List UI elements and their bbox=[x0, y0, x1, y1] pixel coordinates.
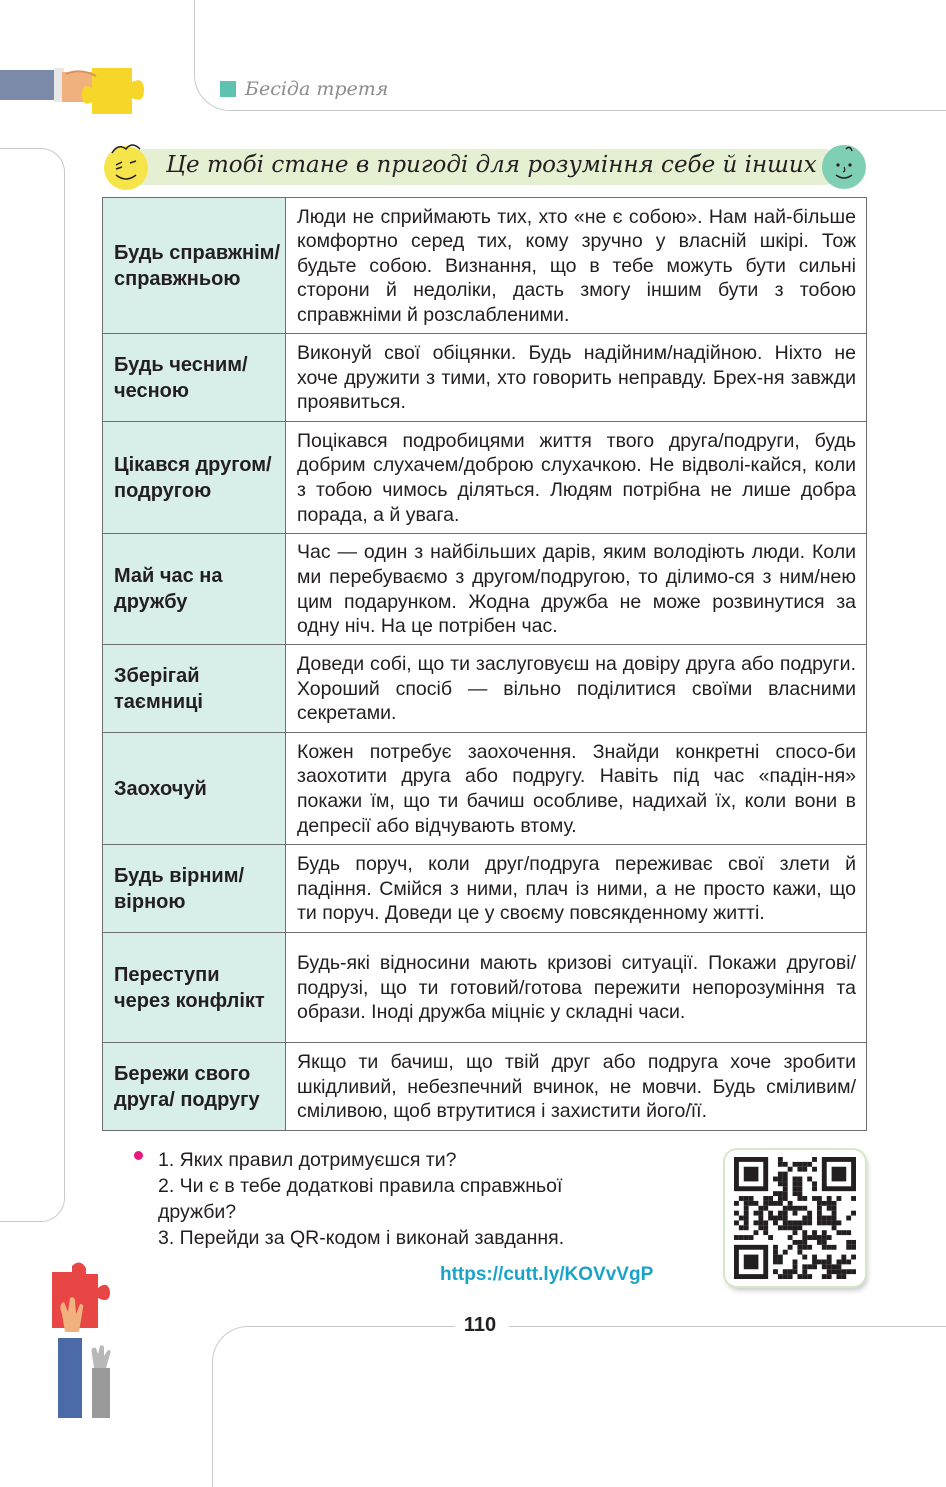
qr-module bbox=[832, 1269, 837, 1274]
qr-module bbox=[802, 1167, 807, 1172]
smiley-face-icon bbox=[818, 143, 868, 191]
qr-module bbox=[832, 1264, 837, 1269]
qr-module bbox=[773, 1255, 778, 1260]
qr-module bbox=[832, 1211, 837, 1216]
qr-module bbox=[832, 1220, 837, 1225]
qr-module bbox=[783, 1216, 788, 1221]
qr-module bbox=[783, 1220, 788, 1225]
qr-module bbox=[793, 1230, 798, 1235]
qr-module bbox=[827, 1255, 832, 1260]
qr-module bbox=[763, 1196, 768, 1201]
rule-description: Поцікався подробицями життя твого друга/подруги, будь добрим слухачем/доброю слухачкою. Не відволі-кайся, коли з тобою чимось діляться. Людям потрібна не лише добра порада, а й увага. bbox=[286, 422, 867, 534]
qr-module bbox=[807, 1220, 812, 1225]
qr-module bbox=[739, 1196, 744, 1201]
question-2: 2. Чи є в тебе додаткові правила справжньої дружби? bbox=[158, 1175, 563, 1223]
qr-module bbox=[734, 1235, 739, 1240]
qr-module bbox=[758, 1220, 763, 1225]
qr-module bbox=[836, 1196, 841, 1201]
qr-module bbox=[846, 1245, 851, 1250]
qr-module bbox=[778, 1216, 783, 1221]
qr-module bbox=[763, 1220, 768, 1225]
rule-description: Якщо ти бачиш, що твій друг або подруга хоче зробити шкідливий, небезпечний вчинок, не мовчи. Будь сміливим/сміливою, щоб втрутитися і захистити його/її. bbox=[286, 1043, 867, 1131]
qr-module bbox=[797, 1250, 802, 1255]
qr-module bbox=[846, 1230, 851, 1235]
qr-module bbox=[744, 1225, 749, 1230]
qr-module bbox=[778, 1177, 783, 1182]
qr-module bbox=[836, 1259, 841, 1264]
rule-description: Доведи собі, що ти заслуговуєш на довіру друга або подруги. Хороший спосіб — вільно поділитися своїми власними секретами. bbox=[286, 645, 867, 733]
qr-module bbox=[734, 1201, 739, 1206]
table-row bbox=[103, 1043, 867, 1131]
qr-module bbox=[841, 1230, 846, 1235]
qr-module bbox=[802, 1235, 807, 1240]
section-title: Бесіда третя bbox=[245, 78, 389, 100]
qr-module bbox=[783, 1225, 788, 1230]
qr-module bbox=[797, 1196, 802, 1201]
table-row bbox=[103, 198, 867, 334]
qr-module bbox=[778, 1211, 783, 1216]
qr-module bbox=[783, 1162, 788, 1167]
qr-module bbox=[817, 1235, 822, 1240]
qr-module bbox=[773, 1216, 778, 1221]
qr-module bbox=[749, 1196, 754, 1201]
raised-hands-icon bbox=[40, 1262, 130, 1418]
rule-description: Будь поруч, коли друг/подруга переживає свої злети й падіння. Смійся з ними, плач із ними, а не просто кажи, що ти поруч. Доведи це у своєму повсякденному житті. bbox=[286, 845, 867, 933]
qr-module bbox=[739, 1225, 744, 1230]
qr-module bbox=[797, 1167, 802, 1172]
qr-module bbox=[783, 1274, 788, 1279]
qr-module bbox=[817, 1201, 822, 1206]
qr-module bbox=[783, 1172, 788, 1177]
qr-module bbox=[783, 1196, 788, 1201]
qr-module bbox=[793, 1206, 798, 1211]
qr-module bbox=[846, 1240, 851, 1245]
qr-module bbox=[793, 1225, 798, 1230]
qr-module bbox=[797, 1274, 802, 1279]
qr-module bbox=[778, 1196, 783, 1201]
qr-module bbox=[802, 1162, 807, 1167]
qr-module bbox=[744, 1201, 749, 1206]
qr-module bbox=[827, 1216, 832, 1221]
qr-module bbox=[734, 1220, 739, 1225]
qr-module bbox=[773, 1201, 778, 1206]
qr-module bbox=[841, 1269, 846, 1274]
qr-module bbox=[812, 1186, 817, 1191]
qr-module bbox=[793, 1181, 798, 1186]
qr-module bbox=[763, 1230, 768, 1235]
puzzle-hand-icon bbox=[0, 62, 160, 118]
qr-module bbox=[846, 1216, 851, 1221]
rules-table bbox=[102, 197, 867, 1131]
qr-module bbox=[827, 1235, 832, 1240]
qr-module bbox=[836, 1264, 841, 1269]
qr-module bbox=[797, 1191, 802, 1196]
teal-square-icon bbox=[220, 81, 236, 97]
qr-module bbox=[754, 1211, 759, 1216]
qr-module bbox=[802, 1206, 807, 1211]
qr-module bbox=[788, 1245, 793, 1250]
qr-module bbox=[783, 1181, 788, 1186]
qr-module bbox=[817, 1220, 822, 1225]
qr-module bbox=[778, 1201, 783, 1206]
qr-module bbox=[793, 1240, 798, 1245]
qr-module bbox=[758, 1225, 763, 1230]
qr-module bbox=[768, 1216, 773, 1221]
table-row bbox=[103, 733, 867, 845]
qr-module bbox=[802, 1269, 807, 1274]
qr-module bbox=[841, 1259, 846, 1264]
qr-module bbox=[773, 1259, 778, 1264]
qr-module bbox=[827, 1201, 832, 1206]
qr-module bbox=[793, 1191, 798, 1196]
qr-module bbox=[773, 1250, 778, 1255]
qr-code[interactable] bbox=[725, 1150, 865, 1286]
qr-module bbox=[807, 1162, 812, 1167]
qr-module bbox=[778, 1157, 783, 1162]
qr-module bbox=[807, 1177, 812, 1182]
rule-description: Кожен потребує заохочення. Знайди конкретні спосо-би заохотити друга або подругу. Навіть під час «падін-ня» покажи їм, що ти бачиш особливе, надихай їх, коли вони в депресії або відчувають втому. bbox=[286, 733, 867, 845]
qr-module bbox=[793, 1264, 798, 1269]
qr-module bbox=[802, 1274, 807, 1279]
qr-module bbox=[783, 1269, 788, 1274]
qr-module bbox=[817, 1259, 822, 1264]
qr-module bbox=[817, 1216, 822, 1221]
question-1: 1. Яких правил дотримуєшся ти? bbox=[158, 1149, 457, 1171]
qr-module bbox=[817, 1240, 822, 1245]
table-row bbox=[103, 933, 867, 1043]
rule-description: Люди не сприймають тих, хто «не є собою». Нам най-більше комфортно серед тих, кому зручно у власній шкірі. Тож будьте собою. Визнання, що в тебе можуть бути сильні сторони й недоліки, дасть змогу іншим бути з тобою справжніми й розслабленими. bbox=[286, 198, 867, 334]
qr-module bbox=[763, 1206, 768, 1211]
qr-module bbox=[807, 1235, 812, 1240]
qr-module bbox=[812, 1259, 817, 1264]
qr-module bbox=[783, 1177, 788, 1182]
qr-module bbox=[827, 1259, 832, 1264]
qr-module bbox=[832, 1216, 837, 1221]
qr-module bbox=[802, 1220, 807, 1225]
qr-module bbox=[807, 1274, 812, 1279]
rule-name: Будь чесним/ чесною bbox=[103, 334, 286, 422]
table-row bbox=[103, 422, 867, 534]
qr-module bbox=[773, 1220, 778, 1225]
qr-module bbox=[827, 1220, 832, 1225]
qr-module bbox=[749, 1235, 754, 1240]
qr-module bbox=[797, 1181, 802, 1186]
qr-module bbox=[778, 1225, 783, 1230]
qr-module bbox=[807, 1216, 812, 1221]
qr-module bbox=[851, 1255, 856, 1260]
qr-module bbox=[754, 1220, 759, 1225]
qr-module bbox=[739, 1235, 744, 1240]
qr-module bbox=[812, 1167, 817, 1172]
rule-description: Будь-які відносини мають кризові ситуації. Покажи другові/подрузі, що ти готовий/готова пережити непорозуміння та образи. Іноді дружба міцніє у складні часи. bbox=[286, 933, 867, 1043]
qr-module bbox=[802, 1245, 807, 1250]
qr-module bbox=[812, 1181, 817, 1186]
qr-module bbox=[793, 1186, 798, 1191]
qr-module bbox=[754, 1201, 759, 1206]
bottom-frame-line bbox=[212, 1326, 946, 1487]
qr-module bbox=[802, 1240, 807, 1245]
qr-module bbox=[768, 1211, 773, 1216]
qr-module bbox=[778, 1274, 783, 1279]
qr-module bbox=[822, 1259, 827, 1264]
qr-module bbox=[778, 1162, 783, 1167]
qr-module bbox=[827, 1269, 832, 1274]
qr-module bbox=[797, 1206, 802, 1211]
qr-module bbox=[773, 1245, 778, 1250]
qr-module bbox=[827, 1245, 832, 1250]
page-number: 110 bbox=[463, 1314, 497, 1336]
qr-module bbox=[744, 1167, 759, 1182]
qr-module bbox=[832, 1225, 837, 1230]
table-row bbox=[103, 645, 867, 733]
qr-module bbox=[744, 1211, 749, 1216]
qr-code-pattern bbox=[734, 1157, 856, 1279]
qr-module bbox=[807, 1264, 812, 1269]
qr-module bbox=[851, 1196, 856, 1201]
qr-module bbox=[832, 1167, 847, 1182]
qr-module bbox=[841, 1255, 846, 1260]
qr-module bbox=[797, 1225, 802, 1230]
rule-description: Виконуй свої обіцянки. Будь надійним/надійною. Ніхто не хоче дружити з тими, хто говорить неправду. Брех-ня завжди проявиться. bbox=[286, 334, 867, 422]
qr-module bbox=[802, 1216, 807, 1221]
table-row bbox=[103, 334, 867, 422]
qr-module bbox=[836, 1230, 841, 1235]
qr-module bbox=[822, 1264, 827, 1269]
qr-module bbox=[822, 1274, 827, 1279]
qr-module bbox=[793, 1177, 798, 1182]
qr-module bbox=[827, 1196, 832, 1201]
banner bbox=[102, 143, 867, 191]
qr-module bbox=[832, 1201, 837, 1206]
rule-name: Цікався другом/ подругою bbox=[103, 422, 286, 534]
qr-module bbox=[793, 1269, 798, 1274]
qr-module bbox=[807, 1245, 812, 1250]
qr-module bbox=[812, 1157, 817, 1162]
qr-module bbox=[822, 1216, 827, 1221]
qr-module bbox=[802, 1230, 807, 1235]
qr-module bbox=[797, 1162, 802, 1167]
qr-module bbox=[783, 1211, 788, 1216]
qr-module bbox=[783, 1206, 788, 1211]
qr-module bbox=[763, 1225, 768, 1230]
qr-module bbox=[827, 1274, 832, 1279]
qr-module bbox=[758, 1211, 763, 1216]
question-3: 3. Перейди за QR-кодом і виконай завдання. bbox=[158, 1227, 565, 1249]
banner-title: Це тобі стане в пригоді для розуміння себе й інших bbox=[166, 152, 817, 178]
qr-module bbox=[778, 1191, 783, 1196]
qr-module bbox=[812, 1230, 817, 1235]
qr-module bbox=[836, 1269, 841, 1274]
qr-link[interactable]: https://cutt.ly/KOVvVgP bbox=[440, 1264, 654, 1285]
qr-module bbox=[822, 1201, 827, 1206]
qr-module bbox=[841, 1274, 846, 1279]
qr-module bbox=[744, 1235, 749, 1240]
qr-module bbox=[822, 1230, 827, 1235]
qr-module bbox=[812, 1264, 817, 1269]
qr-module bbox=[754, 1230, 759, 1235]
qr-module bbox=[832, 1245, 837, 1250]
qr-module bbox=[758, 1216, 763, 1221]
qr-module bbox=[783, 1250, 788, 1255]
section-tag bbox=[220, 78, 388, 100]
table-row bbox=[103, 534, 867, 645]
qr-module bbox=[778, 1255, 783, 1260]
qr-module bbox=[797, 1186, 802, 1191]
qr-module bbox=[763, 1201, 768, 1206]
qr-module bbox=[851, 1245, 856, 1250]
qr-module bbox=[817, 1206, 822, 1211]
qr-module bbox=[793, 1211, 798, 1216]
rule-name: Будь вірним/ вірною bbox=[103, 845, 286, 933]
left-frame-line bbox=[0, 148, 65, 1222]
qr-module bbox=[797, 1245, 802, 1250]
qr-module bbox=[797, 1240, 802, 1245]
qr-module bbox=[768, 1235, 773, 1240]
qr-module bbox=[827, 1206, 832, 1211]
rule-name: Заохочуй bbox=[103, 733, 286, 845]
qr-module bbox=[851, 1269, 856, 1274]
qr-module bbox=[744, 1255, 759, 1270]
qr-module bbox=[768, 1196, 773, 1201]
qr-module bbox=[788, 1220, 793, 1225]
qr-module bbox=[822, 1240, 827, 1245]
qr-module bbox=[846, 1269, 851, 1274]
qr-module bbox=[788, 1201, 793, 1206]
qr-module bbox=[773, 1177, 778, 1182]
qr-module bbox=[773, 1269, 778, 1274]
qr-module bbox=[812, 1255, 817, 1260]
qr-module bbox=[788, 1167, 793, 1172]
rule-name: Май час на дружбу bbox=[103, 534, 286, 645]
qr-module bbox=[836, 1220, 841, 1225]
rule-name: Зберігай таємниці bbox=[103, 645, 286, 733]
qr-module bbox=[783, 1186, 788, 1191]
rule-description: Час — один з найбільших дарів, яким володіють люди. Коли ми перебуваємо з другом/подругою, то ділимо-ся з ним/нею цим подарунком. Жодна дружба не може розвинутися за одну ніч. На це потрібен час. bbox=[286, 534, 867, 645]
qr-module bbox=[802, 1196, 807, 1201]
qr-module bbox=[846, 1259, 851, 1264]
qr-module bbox=[822, 1245, 827, 1250]
qr-module bbox=[788, 1269, 793, 1274]
rule-name: Будь справжнім/ справжньою bbox=[103, 198, 286, 334]
qr-module bbox=[812, 1196, 817, 1201]
qr-module bbox=[734, 1211, 739, 1216]
qr-module bbox=[773, 1191, 778, 1196]
qr-module bbox=[802, 1255, 807, 1260]
qr-module bbox=[778, 1181, 783, 1186]
qr-module bbox=[851, 1240, 856, 1245]
qr-module bbox=[744, 1216, 749, 1221]
qr-module bbox=[817, 1196, 822, 1201]
qr-module bbox=[797, 1177, 802, 1182]
qr-module bbox=[744, 1206, 749, 1211]
qr-module bbox=[832, 1206, 837, 1211]
qr-module bbox=[802, 1264, 807, 1269]
qr-module bbox=[822, 1235, 827, 1240]
qr-module bbox=[788, 1206, 793, 1211]
qr-module bbox=[778, 1172, 783, 1177]
qr-module bbox=[744, 1220, 749, 1225]
qr-module bbox=[744, 1196, 749, 1201]
qr-module bbox=[778, 1259, 783, 1264]
qr-module bbox=[851, 1211, 856, 1216]
smiley-face-icon bbox=[102, 143, 154, 191]
qr-module bbox=[836, 1274, 841, 1279]
qr-module bbox=[793, 1220, 798, 1225]
qr-module bbox=[827, 1264, 832, 1269]
qr-module bbox=[739, 1216, 744, 1221]
qr-module bbox=[749, 1201, 754, 1206]
qr-module bbox=[817, 1211, 822, 1216]
rule-name: Переступи через конфлікт bbox=[103, 933, 286, 1043]
qr-module bbox=[793, 1259, 798, 1264]
qr-module bbox=[788, 1235, 793, 1240]
bullet-icon bbox=[134, 1151, 143, 1160]
qr-module bbox=[797, 1220, 802, 1225]
qr-module bbox=[793, 1162, 798, 1167]
questions bbox=[158, 1147, 658, 1251]
qr-module bbox=[807, 1211, 812, 1216]
table-row bbox=[103, 845, 867, 933]
qr-module bbox=[788, 1274, 793, 1279]
qr-module bbox=[758, 1206, 763, 1211]
qr-module bbox=[812, 1235, 817, 1240]
qr-module bbox=[788, 1225, 793, 1230]
qr-module bbox=[783, 1191, 788, 1196]
qr-module bbox=[822, 1220, 827, 1225]
qr-module bbox=[768, 1201, 773, 1206]
rule-name: Бережи свого друга/ подругу bbox=[103, 1043, 286, 1131]
